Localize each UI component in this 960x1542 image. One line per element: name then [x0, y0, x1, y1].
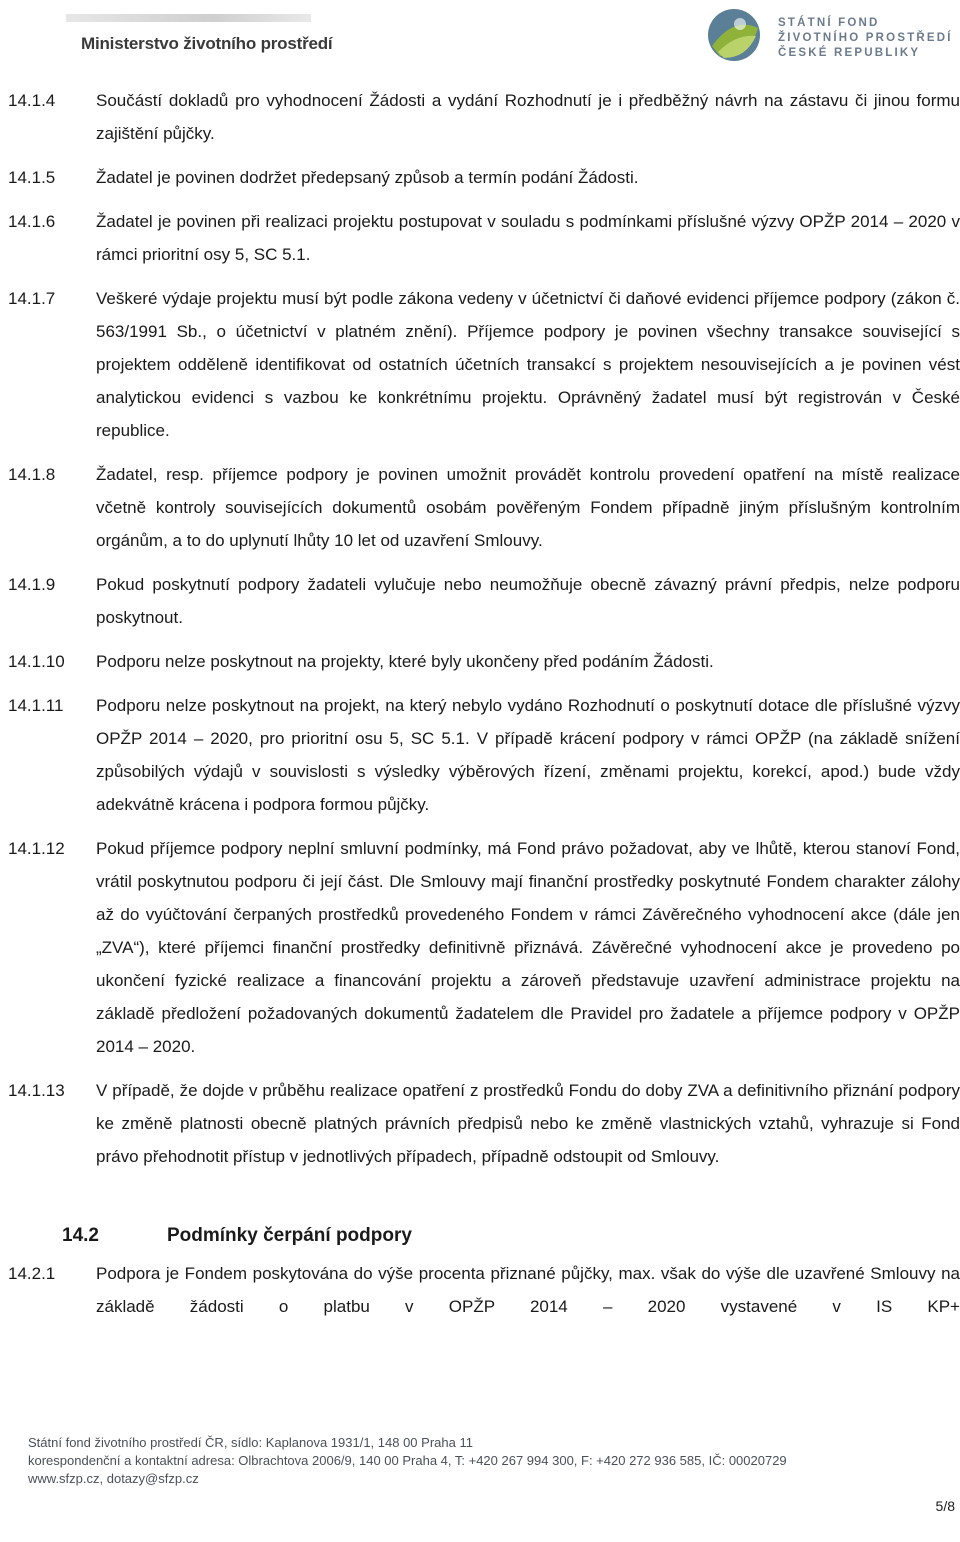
sfzp-logo-text: STÁTNÍ FOND ŽIVOTNÍHO PROSTŘEDÍ ČESKÉ REPUBLIKY	[778, 17, 953, 59]
section-title: Podmínky čerpání podpory	[167, 1225, 412, 1246]
paragraph-14-1-7	[0, 282, 960, 447]
paragraph-14-1-10	[0, 645, 960, 678]
paragraph-number: 14.1.11	[8, 696, 64, 715]
paragraph-number: 14.1.13	[8, 1081, 65, 1100]
footer-contact: korespondenční a kontaktní adresa: Olbrachtova 2006/9, 140 00 Praha 4, T: +420 267 994 300, F: +420 272 936 585, IČ: 00020729	[28, 1453, 787, 1468]
paragraph-14-1-8	[0, 458, 960, 557]
sfzp-emblem-icon	[700, 6, 770, 64]
ministry-logo-text: Ministerstvo životního prostředí	[81, 34, 333, 53]
paragraph-text: V případě, že dojde v průběhu realizace opatření z prostředků Fondu do doby ZVA a definitivního přiznání podpory ke změně platnosti obecně platných právních předpisů nebo ke změně vlastnických vztahů, vyhrazuje si Fond právo přehodnotit přístup v jednotlivých případech, případně odstoupit od Smlouvy.	[96, 1081, 960, 1166]
paragraph-number: 14.1.9	[8, 575, 56, 594]
ministry-logo	[66, 8, 333, 58]
paragraph-text: Podporu nelze poskytnout na projekty, které byly ukončeny před podáním Žádosti.	[96, 652, 714, 671]
page-footer	[28, 1434, 787, 1488]
paragraph-14-1-12	[0, 832, 960, 1063]
paragraph-number: 14.2.1	[8, 1264, 56, 1283]
paragraph-14-1-4	[0, 84, 960, 150]
sfzp-logo	[700, 6, 953, 64]
paragraph-number: 14.1.4	[8, 91, 56, 110]
paragraph-text: Součástí dokladů pro vyhodnocení Žádosti a vydání Rozhodnutí je i předběžný návrh na zástavu či jinou formu zajištění půjčky.	[96, 91, 960, 143]
paragraph-number: 14.1.7	[8, 289, 56, 308]
paragraph-text: Podpora je Fondem poskytována do výše procenta přiznané půjčky, max. však do výše dle uzavřené Smlouvy na základě žádosti o platbu v OPŽP 2014 – 2020 vystavené v IS KP+	[96, 1264, 960, 1316]
paragraph-text: Žadatel je povinen dodržet předepsaný způsob a termín podání Žádosti.	[96, 168, 639, 187]
footer-web: www.sfzp.cz, dotazy@sfzp.cz	[28, 1471, 199, 1486]
paragraph-number: 14.1.10	[8, 652, 65, 671]
section-heading	[0, 1221, 960, 1251]
paragraph-14-1-6	[0, 205, 960, 271]
paragraph-number: 14.1.8	[8, 465, 56, 484]
paragraph-text: Žadatel je povinen při realizaci projektu postupovat v souladu s podmínkami příslušné výzvy OPŽP 2014 – 2020 v rámci prioritní osy 5, SC 5.1.	[96, 212, 960, 264]
ministry-logo-bar	[66, 14, 311, 22]
section-number: 14.2	[62, 1225, 99, 1246]
paragraph-number: 14.1.6	[8, 212, 56, 231]
paragraph-14-1-9	[0, 568, 960, 634]
paragraph-text: Pokud příjemce podpory neplní smluvní podmínky, má Fond právo požadovat, aby ve lhůtě, kterou stanoví Fond, vrátil poskytnutou podporu či její část. Dle Smlouvy mají finanční prostředky poskytnuté Fondem charakter zálohy až do vyúčtování čerpaných prostředků provedeného Fondem v rámci Závěrečného vyhodnocení akce (dále jen „ZVA“), které příjemci finanční prostředky definitivně přiznává. Závěrečné vyhodnocení akce je provedeno po ukončení fyzické realizace a financování projektu a zároveň představuje uzavření administrace projektu na základě předložení požadovaných dokumentů žadatelem dle Pravidel pro žadatele a příjemce podpory v OPŽP 2014 – 2020.	[96, 839, 960, 1056]
paragraph-text: Podporu nelze poskytnout na projekt, na který nebylo vydáno Rozhodnutí o poskytnutí dotace dle příslušné výzvy OPŽP 2014 – 2020, pro prioritní osu 5, SC 5.1. V případě krácení podpory v rámci OPŽP (na základě snížení způsobilých výdajů v souvislosti s výsledky výběrových řízení, změnami projektu, korekcí, apod.) bude vždy adekvátně krácena i podpora formou půjčky.	[96, 696, 960, 814]
paragraph-text: Žadatel, resp. příjemce podpory je povinen umožnit provádět kontrolu provedení opatření na místě realizace včetně kontroly souvisejících dokumentů osobám pověřeným Fondem případně jiným příslušným kontrolním orgánům, a to do uplynutí lhůty 10 let od uzavření Smlouvy.	[96, 465, 960, 550]
paragraph-number: 14.1.5	[8, 168, 56, 187]
paragraph-14-1-11	[0, 689, 960, 821]
page-number: 5/8	[935, 1498, 955, 1514]
paragraph-number: 14.1.12	[8, 839, 65, 858]
document-body	[0, 84, 960, 1334]
paragraph-14-1-5	[0, 161, 960, 194]
paragraph-14-2-1	[0, 1257, 960, 1323]
paragraph-text: Pokud poskytnutí podpory žadateli vylučuje nebo neumožňuje obecně závazný právní předpis, nelze podporu poskytnout.	[96, 575, 960, 627]
paragraph-14-1-13	[0, 1074, 960, 1173]
footer-address: Státní fond životního prostředí ČR, sídlo: Kaplanova 1931/1, 148 00 Praha 11	[28, 1435, 473, 1450]
paragraph-text: Veškeré výdaje projektu musí být podle zákona vedeny v účetnictví či daňové evidenci příjemce podpory (zákon č. 563/1991 Sb., o účetnictví v platném znění). Příjemce podpory je povinen všechny transakce související s projektem odděleně identifikovat od ostatních účetních transakcí s projektem nesouvisejících a je povinen vést analytickou evidenci s vazbou ke konkrétnímu projektu. Oprávněný žadatel musí být registrován v České republice.	[96, 289, 960, 440]
